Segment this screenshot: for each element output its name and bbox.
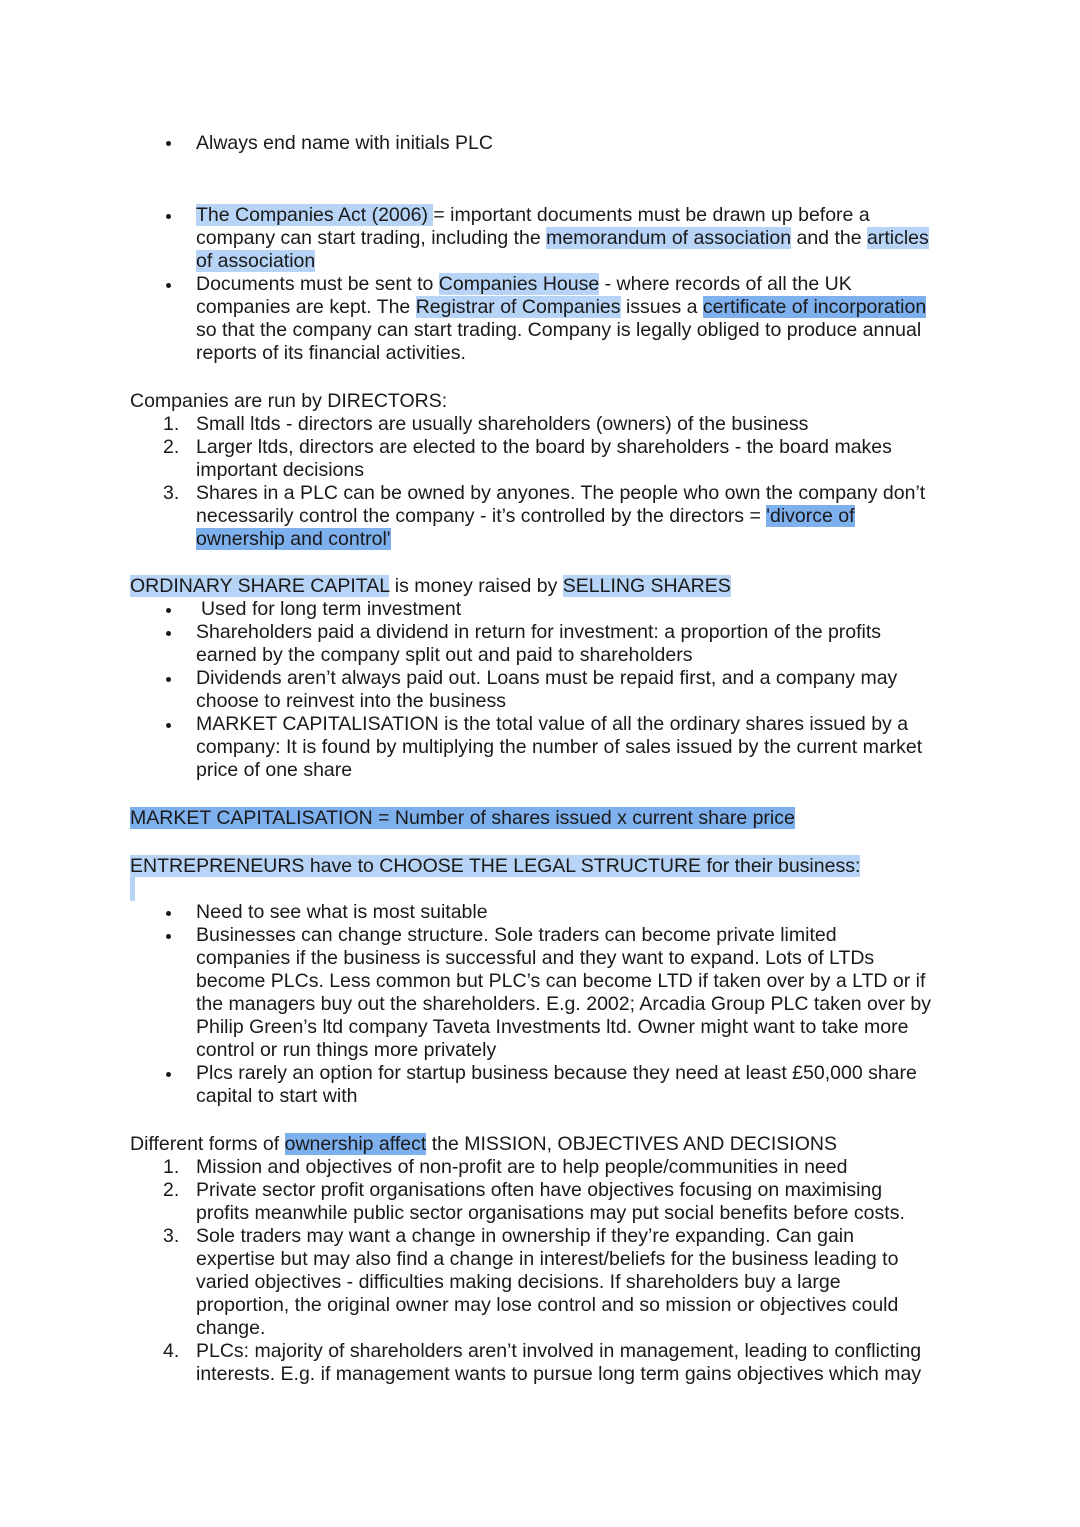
legal-structure-bullet-2-line-6: control or run things more privately [196,1039,497,1061]
directors-heading: Companies are run by DIRECTORS: [130,390,448,412]
bullet-point [166,214,171,219]
text-span: is money raised by [389,575,563,597]
companies-house-line-3: so that the company can start trading. Company is legally obliged to produce annual [196,319,922,341]
bullet-point [166,677,171,682]
text-span: company can start trading, including the [196,227,547,249]
companies-act-term: The Companies Act (2006) [196,204,434,226]
share-capital-heading [130,575,731,598]
share-capital-bullet-4-line-3: price of one share [196,759,353,781]
share-capital-term-highlight: ORDINARY SHARE CAPITAL [130,575,390,597]
text-span: - where records of all the UK [599,273,852,295]
certificate-highlight: certificate of incorporation [702,296,927,318]
text-span: the MISSION, OBJECTIVES AND DECISIONS [426,1133,837,1155]
companies-act-definition: = important documents must be drawn up before a [433,204,870,226]
share-capital-bullet-2-line-1: Shareholders paid a dividend in return for investment: a proportion of the profits [196,621,882,643]
list-number: 1. [163,1156,180,1178]
legal-structure-bullet-2-line-2: companies if the business is successful and they want to expand. Lots of LTDs [196,947,875,969]
registrar-highlight: Registrar of Companies [415,296,621,318]
share-capital-bullet-3-line-2: choose to reinvest into the business [196,690,507,712]
market-cap-formula [130,807,795,830]
companies-house-highlight: Companies House [438,273,600,295]
ownership-item-2-line-1: Private sector profit organisations often have objectives focusing on maximising [196,1179,883,1201]
ownership-item-3-line-3: varied objectives - difficulties making decisions. If shareholders buy a large [196,1271,841,1293]
text-span: necessarily control the company - it’s controlled by the directors = [196,505,767,527]
share-capital-bullet-3-line-1: Dividends aren’t always paid out. Loans must be repaid first, and a company may [196,667,898,689]
share-capital-bullet-2-line-2: earned by the company split out and paid to shareholders [196,644,693,666]
list-number: 3. [163,482,180,504]
legal-structure-bullet-3-line-2: capital to start with [196,1085,358,1107]
list-number: 1. [163,413,180,435]
ownership-affect-highlight: ownership affect [284,1133,427,1155]
legal-structure-bullet-2-line-3: become PLCs. Less common but PLC’s can become LTD if taken over by a LTD or if [196,970,926,992]
ownership-item-3-line-5: change. [196,1317,266,1339]
divorce-highlight: 'divorce of [766,505,855,527]
directors-item-3-line-2 [196,505,855,528]
text-span: and the [791,227,867,249]
companies-house-line-1 [196,273,852,296]
legal-structure-highlight: ENTREPRENEURS have to CHOOSE THE LEGAL STRUCTURE for their business: [130,855,861,877]
list-number: 2. [163,1179,180,1201]
bullet-point [166,911,171,916]
articles-highlight-cont: of association [196,250,316,272]
selling-shares-highlight: SELLING SHARES [562,575,731,597]
bullet-point [166,608,171,613]
companies-act-line-3 [196,250,315,273]
divorce-highlight-cont: ownership and control' [196,528,391,550]
share-capital-bullet-4-line-2: company: It is found by multiplying the number of sales issued by the current market [196,736,923,758]
ownership-item-1: Mission and objectives of non-profit are to help people/communities in need [196,1156,848,1178]
share-capital-bullet-1: Used for long term investment [201,598,462,620]
plc-initials-text: Always end name with initials PLC [196,132,493,154]
legal-structure-bullet-2-line-1: Businesses can change structure. Sole traders can become private limited [196,924,837,946]
list-number: 2. [163,436,180,458]
articles-highlight: articles [866,227,929,249]
bullet-point [166,723,171,728]
directors-item-1: Small ltds - directors are usually shareholders (owners) of the business [196,413,809,435]
legal-structure-bullet-3-line-1: Plcs rarely an option for startup business because they need at least £50,000 share [196,1062,917,1084]
companies-house-line-4: reports of its financial activities. [196,342,466,364]
text-span: issues a [620,296,703,318]
ownership-item-3-line-2: expertise but may also find a change in interest/beliefs for the business leading to [196,1248,899,1270]
legal-structure-bullet-2-line-5: Philip Green’s ltd company Taveta Investments ltd. Owner might want to take more [196,1016,909,1038]
bullet-point [166,631,171,636]
ownership-item-3-line-4: proportion, the original owner may lose control and so mission or objectives could [196,1294,899,1316]
legal-structure-bullet-1: Need to see what is most suitable [196,901,488,923]
legal-structure-bullet-2-line-4: the managers buy out the shareholders. E.g. 2002; Arcadia Group PLC taken over by [196,993,931,1015]
text-span: Different forms of [130,1133,285,1155]
ownership-heading [130,1133,837,1156]
list-number: 4. [163,1340,180,1362]
bullet-point [166,934,171,939]
legal-structure-heading [130,855,860,878]
ownership-item-3-line-1: Sole traders may want a change in ownership if they’re expanding. Can gain [196,1225,854,1247]
companies-act-line-1 [196,204,870,227]
bullet-point [166,1072,171,1077]
text-span: companies are kept. The [196,296,416,318]
directors-item-2-line-1: Larger ltds, directors are elected to the board by shareholders - the board makes [196,436,892,458]
memorandum-highlight: memorandum of association [546,227,792,249]
share-capital-bullet-4-line-1: MARKET CAPITALISATION is the total value of all the ordinary shares issued by a [196,713,909,735]
bullet-point [166,141,171,146]
ownership-item-2-line-2: profits meanwhile public sector organisations may put social benefits before costs. [196,1202,905,1224]
directors-item-3-line-3 [196,528,391,551]
directors-item-3-line-1: Shares in a PLC can be owned by anyones. The people who own the company don’t [196,482,926,504]
directors-item-2-line-2: important decisions [196,459,364,481]
companies-act-line-2 [196,227,929,250]
companies-house-line-2 [196,296,926,319]
ownership-item-4-line-1: PLCs: majority of shareholders aren’t involved in management, leading to conflicting [196,1340,922,1362]
selection-mark [130,877,135,901]
market-cap-formula-highlight: MARKET CAPITALISATION = Number of shares issued x current share price [130,807,795,829]
bullet-point [166,283,171,288]
list-number: 3. [163,1225,180,1247]
text-span: Documents must be sent to [196,273,439,295]
ownership-item-4-line-2: interests. E.g. if management wants to pursue long term gains objectives which may [196,1363,922,1385]
